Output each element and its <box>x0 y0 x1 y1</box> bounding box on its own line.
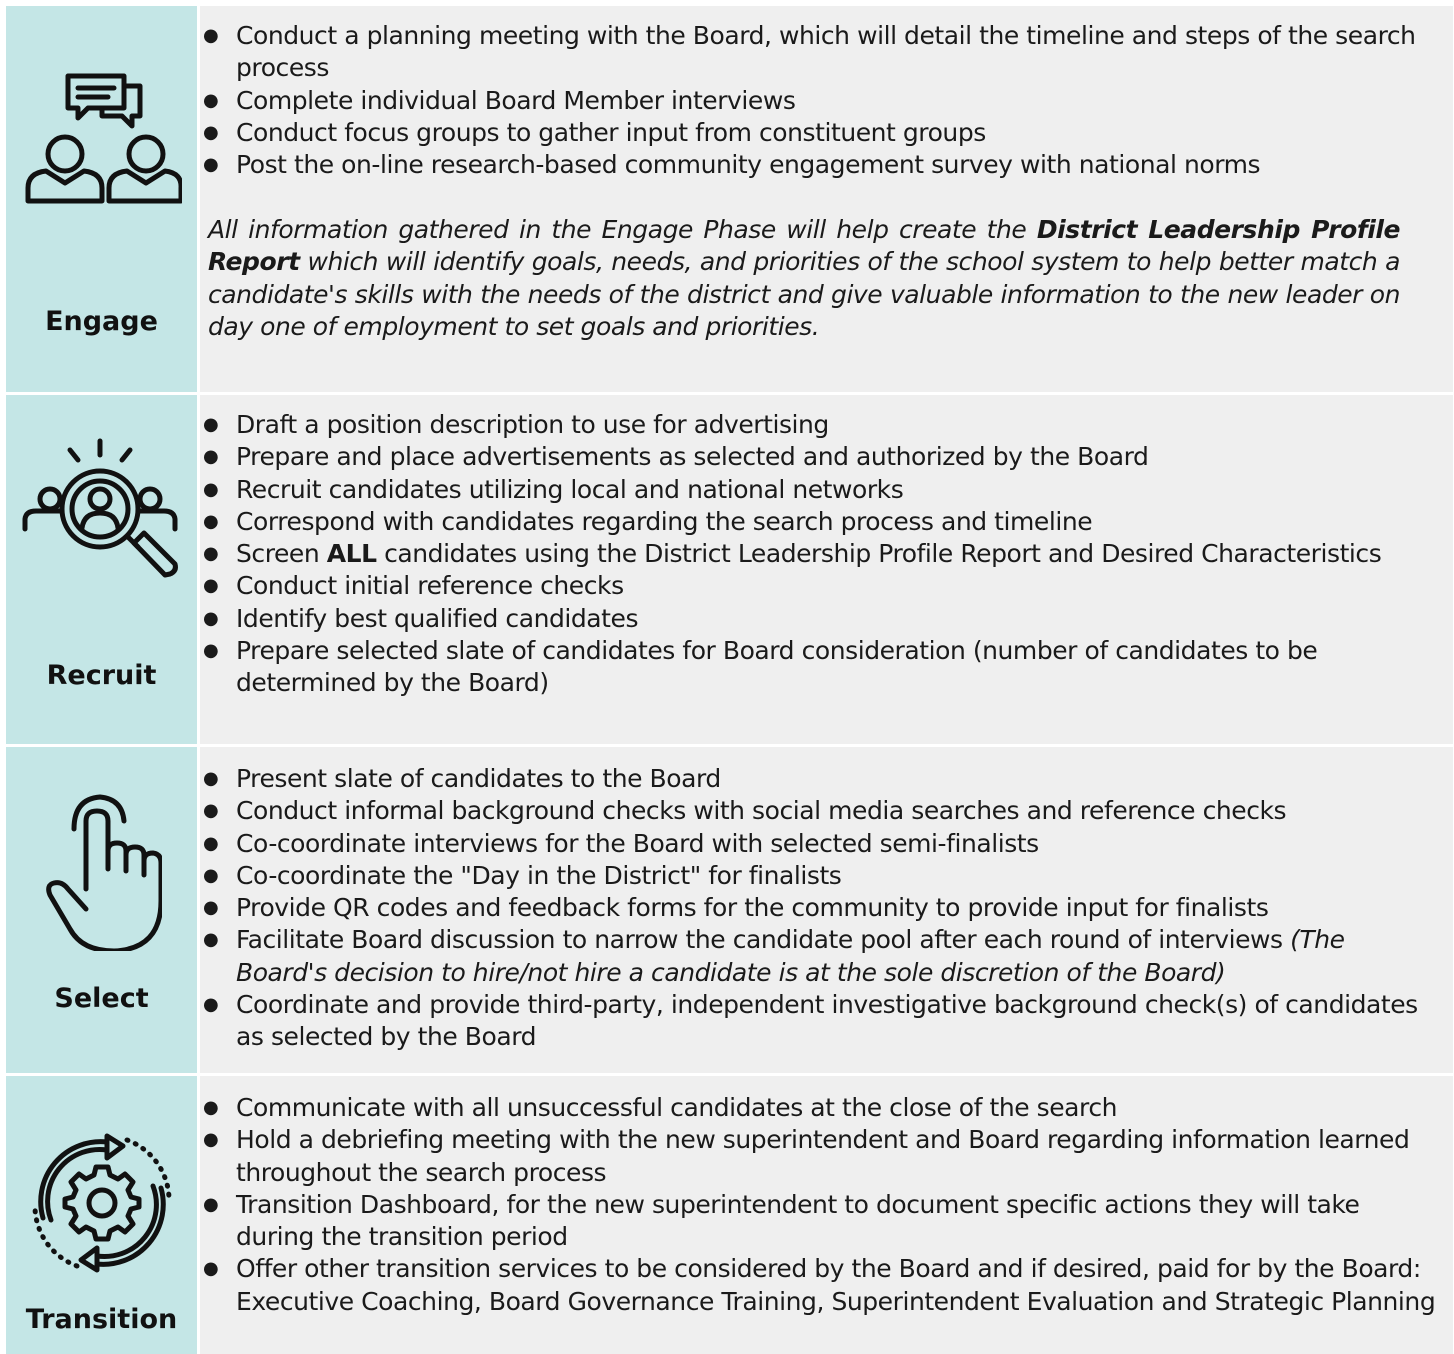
list-item: ● Co-coordinate interviews for the Board with selected semi-finalists <box>200 828 1440 860</box>
list-item: ● Coordinate and provide third-party, independent investigative background check(s) of candidates as selected by the Board <box>200 989 1440 1054</box>
engage-phase-note <box>208 214 1400 343</box>
phase-row-transition <box>6 1076 1452 1354</box>
phase-content-recruit <box>200 395 1453 744</box>
item-text: Facilitate Board discussion to narrow the candidate pool after each round of interviews <box>236 925 1291 955</box>
select-bullet-list <box>200 763 1440 1054</box>
list-item: ● Post the on-line research-based community engagement survey with national norms <box>200 149 1440 181</box>
engage-bullet-list <box>200 20 1440 181</box>
list-item: ● Co-coordinate the "Day in the District" for finalists <box>200 860 1440 892</box>
phase-content-transition <box>200 1076 1453 1354</box>
list-item <box>200 924 1440 989</box>
list-item: ● Communicate with all unsuccessful candidates at the close of the search <box>200 1092 1440 1124</box>
list-item: ● Correspond with candidates regarding the search process and timeline <box>200 506 1440 538</box>
list-item: ● Conduct initial reference checks <box>200 570 1440 602</box>
list-item: ● Conduct a planning meeting with the Board, which will detail the timeline and steps of the search process <box>200 20 1440 85</box>
list-item: ● Prepare selected slate of candidates for Board consideration (number of candidates to be determined by the Board) <box>200 635 1440 700</box>
phase-label-engage: Engage <box>45 306 158 337</box>
list-item: ● Hold a debriefing meeting with the new superintendent and Board regarding information learned throughout the search process <box>200 1124 1440 1189</box>
list-item: ● Identify best qualified candidates <box>200 603 1440 635</box>
list-item: ● Complete individual Board Member interviews <box>200 85 1440 117</box>
item-emphasis: ALL <box>326 539 377 569</box>
note-text: which will identify goals, needs, and priorities of the school system to help better match a candidate's skills with the needs of the district and give valuable information to the new leader on day one of employment to set goals and priorities. <box>208 247 1400 341</box>
phase-label-select: Select <box>54 983 149 1014</box>
list-item: ● Offer other transition services to be considered by the Board and if desired, paid for by the Board: Executive Coaching, Board Governance Training, Superintendent Evaluation and Strategic Planning <box>200 1253 1440 1318</box>
list-item <box>200 538 1440 570</box>
phase-content-select <box>200 747 1453 1073</box>
gear-cycle-icon <box>6 1128 197 1278</box>
phase-row-recruit <box>6 395 1452 744</box>
transition-bullet-list <box>200 1092 1440 1318</box>
list-item: ● Prepare and place advertisements as selected and authorized by the Board <box>200 441 1440 473</box>
list-item: ● Draft a position description to use for advertising <box>200 409 1440 441</box>
phase-label-recruit: Recruit <box>46 660 157 691</box>
phase-label-transition: Transition <box>25 1304 178 1335</box>
conversation-people-icon <box>6 70 197 205</box>
list-item: ● Conduct focus groups to gather input from constituent groups <box>200 117 1440 149</box>
phase-cell-engage <box>6 6 197 392</box>
phase-cell-select <box>6 747 197 1073</box>
phase-cell-recruit <box>6 395 197 744</box>
item-text: candidates using the District Leadership Profile Report and Desired Characteristics <box>376 539 1382 569</box>
note-text: All information gathered in the Engage Phase will help create the <box>208 215 1037 244</box>
note-report-name: District Leadership Profile Report <box>208 215 1401 277</box>
recruit-bullet-list <box>200 409 1440 700</box>
item-text: Screen <box>236 539 327 569</box>
phase-row-select <box>6 747 1452 1073</box>
list-item: ● Conduct informal background checks with social media searches and reference checks <box>200 795 1440 827</box>
phase-cell-transition <box>6 1076 197 1354</box>
magnifier-people-icon <box>6 437 197 582</box>
item-italic-note: (The Board's decision to hire/not hire a candidate is at the sole discretion of the Board) <box>236 925 1345 987</box>
phase-content-engage <box>200 6 1453 392</box>
list-item: ● Transition Dashboard, for the new superintendent to document specific actions they will take during the transition period <box>200 1189 1440 1254</box>
phase-row-engage <box>6 6 1452 392</box>
list-item: ● Recruit candidates utilizing local and national networks <box>200 474 1440 506</box>
hand-pointer-icon <box>6 791 197 951</box>
list-item: ● Present slate of candidates to the Board <box>200 763 1440 795</box>
list-item: ● Provide QR codes and feedback forms for the community to provide input for finalists <box>200 892 1440 924</box>
